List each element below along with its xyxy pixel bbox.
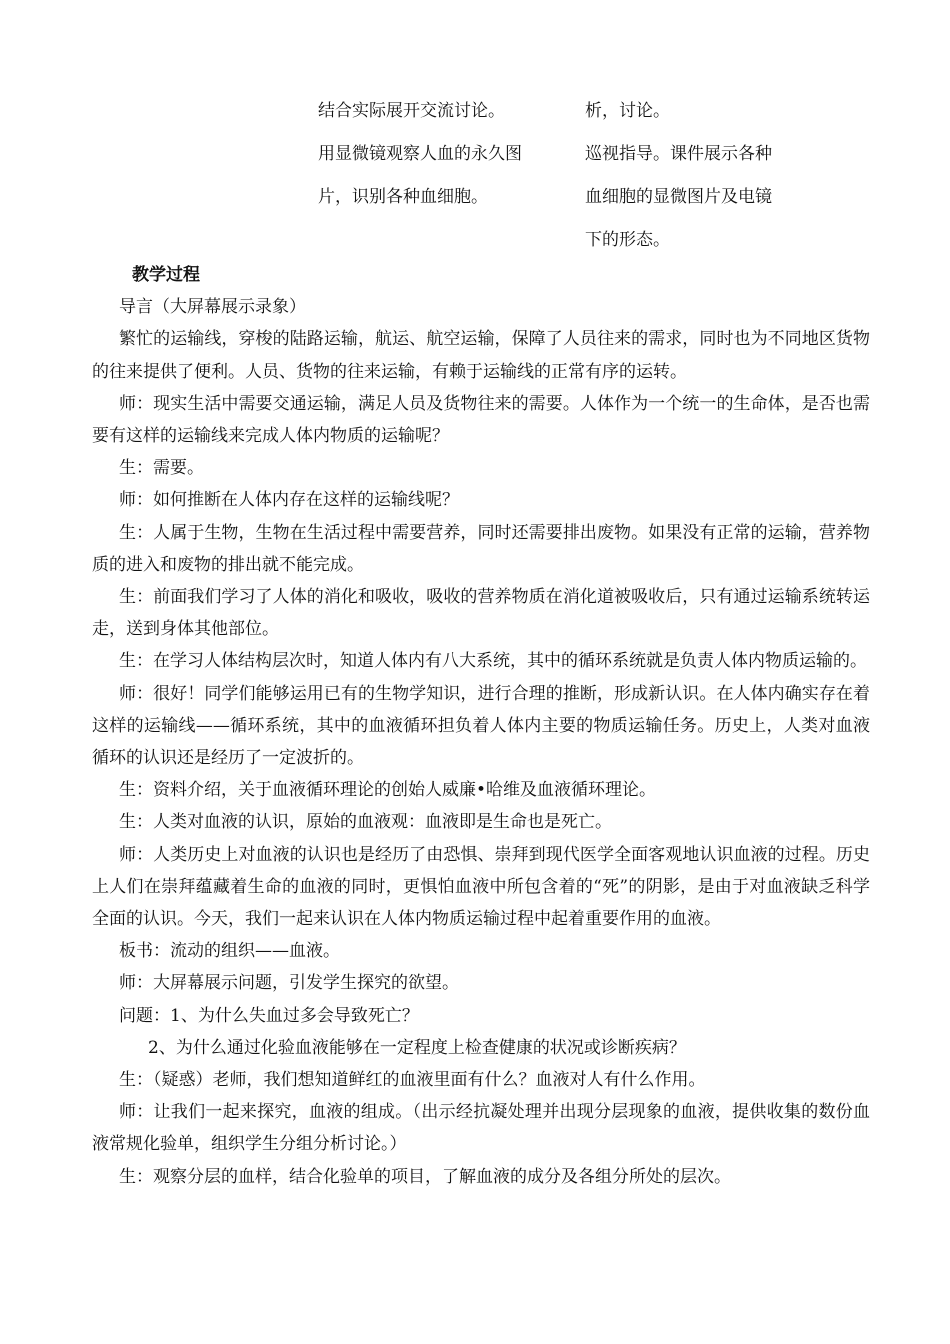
question-2: 2、为什么通过化验血液能够在一定程度上检查健康的状况或诊断疾病？ (148, 1037, 686, 1058)
table-cell-line: 巡视指导。课件展示各种 (585, 144, 772, 164)
table-cell-line: 结合实际展开交流讨论。 (318, 101, 505, 121)
table-cell-line: 片，识别各种血细胞。 (318, 187, 488, 207)
paragraph: 生：在学习人体结构层次时，知道人体内有八大系统，其中的循环系统就是负责人体内物质运输的。 (119, 651, 867, 672)
question-1: 问题：1、为什么失血过多会导致死亡？ (119, 1005, 419, 1026)
paragraph: 师：很好！同学们能够运用已有的生物学知识，进行合理的推断，形成新认识。在人体内确实存在着这样的运输线——循环系统，其中的血液循环担负着人体内主要的物质运输任务。历史上，人类对血液循环的认识还是经历了一定波折的。 (92, 683, 870, 769)
table-cell-line: 下的形态。 (585, 230, 670, 250)
table-cell-line: 血细胞的显微图片及电镜 (585, 187, 772, 207)
table-left-column (318, 90, 563, 219)
paragraph-intro: 导言（大屏幕展示录象） (119, 297, 306, 318)
paragraph: 师：大屏幕展示问题，引发学生探究的欲望。 (119, 973, 459, 994)
paragraph: 生：观察分层的血样，结合化验单的项目，了解血液的成分及各组分所处的层次。 (119, 1166, 731, 1187)
table-cell-line: 用显微镜观察人血的永久图 (318, 144, 522, 164)
paragraph: 师：让我们一起来探究，血液的组成。（出示经抗凝处理并出现分层现象的血液，提供收集的数份血液常规化验单，组织学生分组分析讨论。） (92, 1102, 870, 1155)
paragraph: 生：前面我们学习了人体的消化和吸收，吸收的营养物质在消化道被吸收后，只有通过运输系统转运走，送到身体其他部位。 (92, 587, 870, 640)
paragraph: 繁忙的运输线，穿梭的陆路运输，航运、航空运输，保障了人员往来的需求，同时也为不同地区货物的往来提供了便利。人员、货物的往来运输，有赖于运输线的正常有序的运转。 (92, 329, 870, 382)
section-title: 教学过程 (132, 265, 200, 285)
table-cell-line: 析，讨论。 (585, 101, 670, 121)
paragraph: 生：（疑惑）老师，我们想知道鲜红的血液里面有什么？血液对人有什么作用。 (119, 1070, 706, 1091)
paragraph: 师：如何推断在人体内存在这样的运输线呢？ (119, 490, 459, 511)
paragraph: 生：人属于生物，生物在生活过程中需要营养，同时还需要排出废物。如果没有正常的运输，营养物质的进入和废物的排出就不能完成。 (92, 522, 870, 575)
paragraph: 师：现实生活中需要交通运输，满足人员及货物往来的需要。人体作为一个统一的生命体，是否也需要有这样的运输线来完成人体内物质的运输呢？ (92, 393, 870, 447)
paragraph: 师：人类历史上对血液的认识也是经历了由恐惧、崇拜到现代医学全面客观地认识血液的过程。历史上人们在崇拜蕴藏着生命的血液的同时，更惧怕血液中所包含着的“死”的阴影，是由于对血液缺乏科学全面的认识。今天，我们一起来认识在人体内物质运输过程中起着重要作用的血液。 (92, 844, 870, 930)
table-right-column (585, 90, 815, 262)
paragraph: 生：资料介绍，关于血液循环理论的创始人威廉•哈维及血液循环理论。 (119, 780, 657, 801)
paragraph: 生：需要。 (119, 458, 204, 479)
board-note: 板书：流动的组织——血液。 (119, 941, 340, 962)
paragraph: 生：人类对血液的认识，原始的血液观：血液即是生命也是死亡。 (119, 812, 612, 833)
lesson-body (92, 259, 870, 1193)
